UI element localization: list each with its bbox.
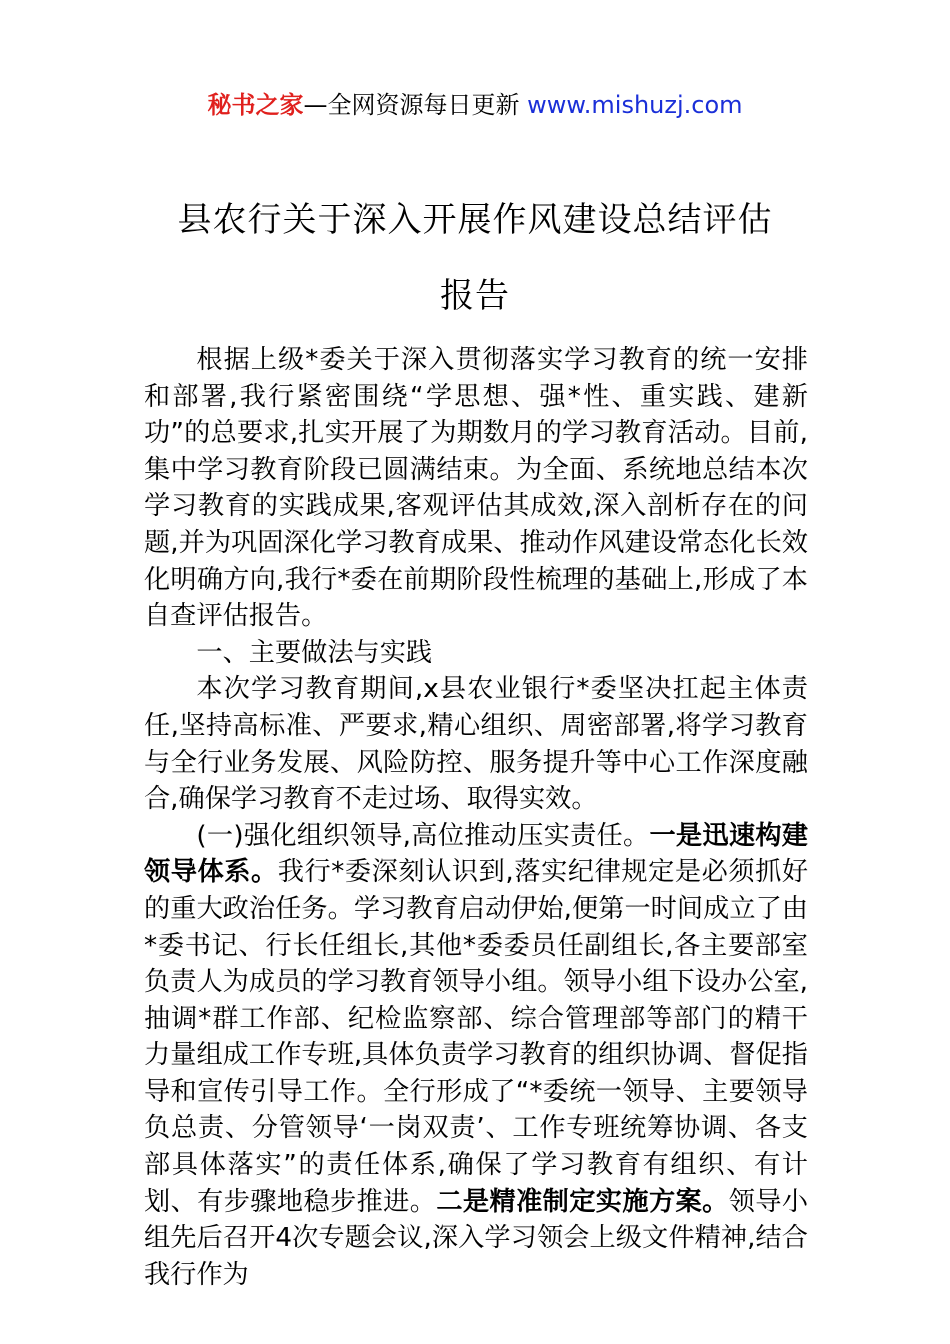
header-tagline: —全网资源每日更新 [303, 91, 528, 119]
section-heading-1: 一、主要做法与实践 [196, 637, 433, 668]
subsection-1-paragraph [144, 818, 808, 1294]
point-2-heading: 二是精准制定实施方案。 [436, 1186, 729, 1217]
point-2-text: 领导小组先后召开4次专题会议,深入学习领会上级文件精神,结合我行作为 [144, 1186, 809, 1290]
subsection-1-heading: (一)强化组织领导,高位推动压实责任。 [196, 820, 650, 851]
point-1-heading: 一是迅速构建领导体系。 [144, 820, 808, 888]
section-1-paragraph: 本次学习教育期间,x县农业银行*委坚决扛起主体责任,坚持高标准、严要求,精心组织、周密部署,将学习教育与全行业务发展、风险防控、服务提升等中心工作深度融合,确保学习教育不走过场、取得实效。 [144, 674, 808, 815]
brand-name: 秘书之家 [207, 91, 304, 119]
point-1-text: 我行*委深刻认识到,落实纪律规定是必须抓好的重大政治任务。学习教育启动伊始,便第一时间成立了由*委书记、行长任组长,其他*委委员任副组长,各主要部室负责人为成员的学习教育领导小组。领导小组下设办公室,抽调*群工作部、纪检监察部、综合管理部等部门的精干力量组成工作专班,具体负责学习教育的组织协调、督促指导和宣传引导工作。全行形成了“*委统一领导、主要领导负总责、分管领导‘一岗双责’、工作专班统筹协调、各支部具体落实”的责任体系,确保了学习教育有组织、有计划、有步骤地稳步推进。 [144, 857, 809, 1217]
intro-paragraph: 根据上级*委关于深入贯彻落实学习教育的统一安排和部署,我行紧密围绕“学思想、强*性、重实践、建新功”的总要求,扎实开展了为期数月的学习教育活动。目前,集中学习教育阶段已圆满结束。为全面、系统地总结本次学习教育的实践成果,客观评估其成效,深入剖析存在的问题,并为巩固深化学习教育成果、推动作风建设常态化长效化明确方向,我行*委在前期阶段性梳理的基础上,形成了本自查评估报告。 [144, 345, 808, 632]
site-url-link[interactable]: www.mishuzj.com [527, 91, 743, 119]
document-title [140, 182, 810, 334]
title-line-1: 县农行关于深入开展作风建设总结评估 [177, 200, 773, 240]
title-line-2: 报告 [440, 276, 510, 316]
document-body [144, 342, 808, 1293]
site-header [0, 88, 950, 122]
